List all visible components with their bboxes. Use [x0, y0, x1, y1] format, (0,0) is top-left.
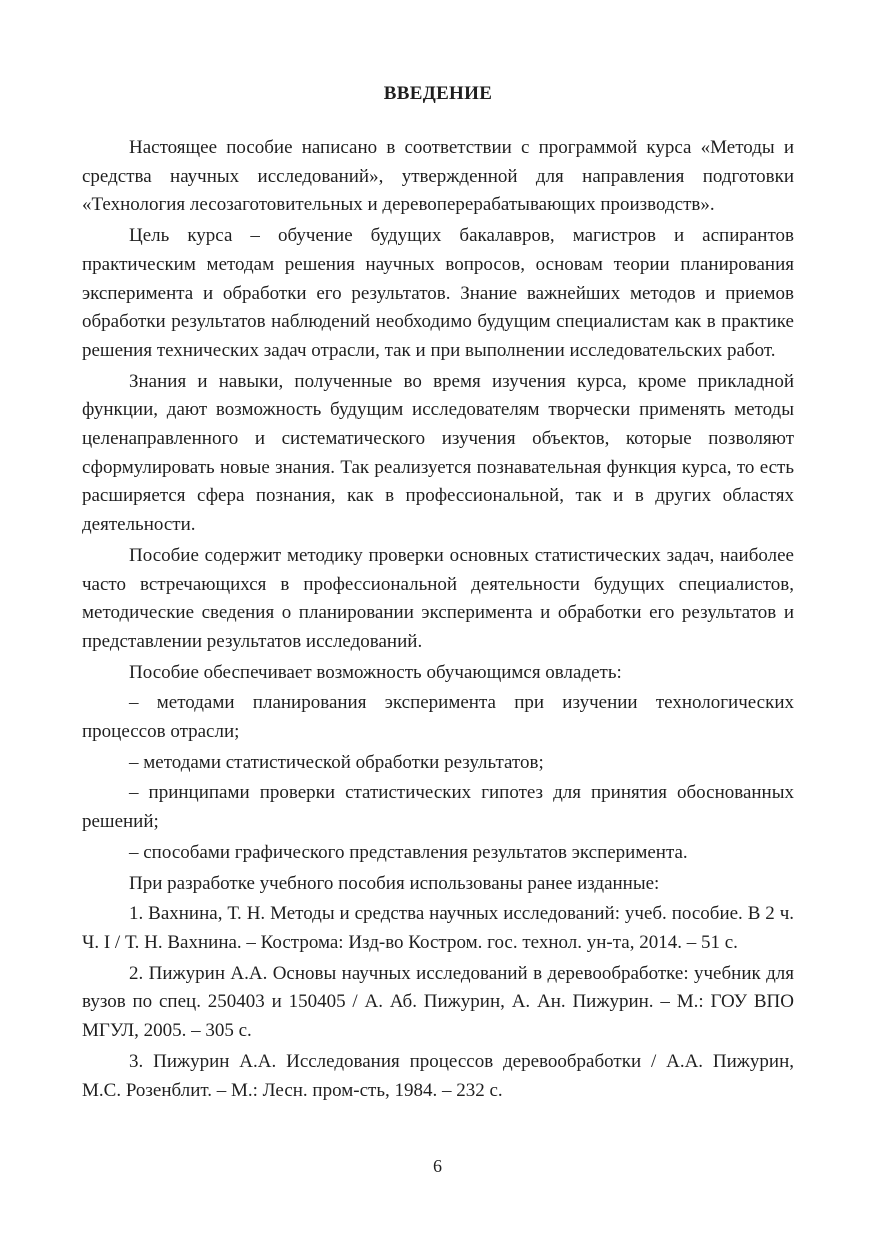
list-item-skill: – методами статистической обработки результатов;: [129, 751, 544, 773]
reference-item: 3. Пижурин А.А. Исследования процессов деревообработки / А.А. Пижурин, М.С. Розенблит. – М.: Лесн. пром-сть, 1984. – 232 с.: [82, 1050, 794, 1101]
paragraph-skills-intro: Пособие обеспечивает возможность обучающимся овладеть:: [129, 661, 622, 683]
list-item-skill: – способами графического представления результатов эксперимента.: [129, 841, 688, 863]
reference-item: 1. Вахнина, Т. Н. Методы и средства научных исследований: учеб. пособие. В 2 ч. Ч. I / Т. Н. Вахнина. – Кострома: Изд-во Костром. гос. технол. ун-та, 2014. – 51 с.: [82, 903, 794, 953]
paragraph-intro: Настоящее пособие написано в соответствии с программой курса «Методы и средства научных исследований», утвержденной для направления подготовки «Технология лесозаготовительных и деревоперерабатывающих производств».: [82, 137, 794, 216]
page-title: ВВЕДЕНИЕ: [383, 83, 493, 104]
reference-item: 2. Пижурин А.А. Основы научных исследований в деревообработке: учебник для вузов по спец. 250403 и 150405 / А. Аб. Пижурин, А. Ан. Пижурин. – М.: ГОУ ВПО МГУЛ, 2005. – 305 с.: [82, 962, 794, 1042]
paragraph-course-goal: Цель курса – обучение будущих бакалавров, магистров и аспирантов практическим методам решения научных вопросов, основам теории планирования эксперимента и обработки его результатов. Знание важнейших методов и приемов обработки результатов наблюдений необходимо будущим специалистам как в практике решения технических задач отрасли, так и при выполнении исследовательских работ.: [82, 225, 794, 361]
list-item-skill: – принципами проверки статистических гипотез для принятия обоснованных решений;: [82, 782, 794, 833]
page-number: 6: [433, 1156, 442, 1176]
page-content: [82, 80, 794, 1107]
paragraph-contents: Пособие содержит методику проверки основных статистических задач, наиболее часто встречающихся в профессиональной деятельности будущих специалистов, методические сведения о планировании эксперимента и обработки его результатов и представлении результатов исследований.: [82, 544, 794, 652]
paragraph-sources-intro: При разработке учебного пособия использованы ранее изданные:: [129, 872, 660, 894]
paragraph-knowledge: Знания и навыки, полученные во время изучения курса, кроме прикладной функции, дают возможность будущим исследователям творчески применять методы целенаправленного и систематического изучения объектов, которые позволяют сформулировать новые знания. Так реализуется познавательная функция курса, то есть расширяется сфера познания, как в профессиональной, так и в других областях деятельности.: [82, 370, 794, 536]
list-item-skill: – методами планирования эксперимента при изучении технологических процессов отрасли;: [82, 692, 794, 743]
